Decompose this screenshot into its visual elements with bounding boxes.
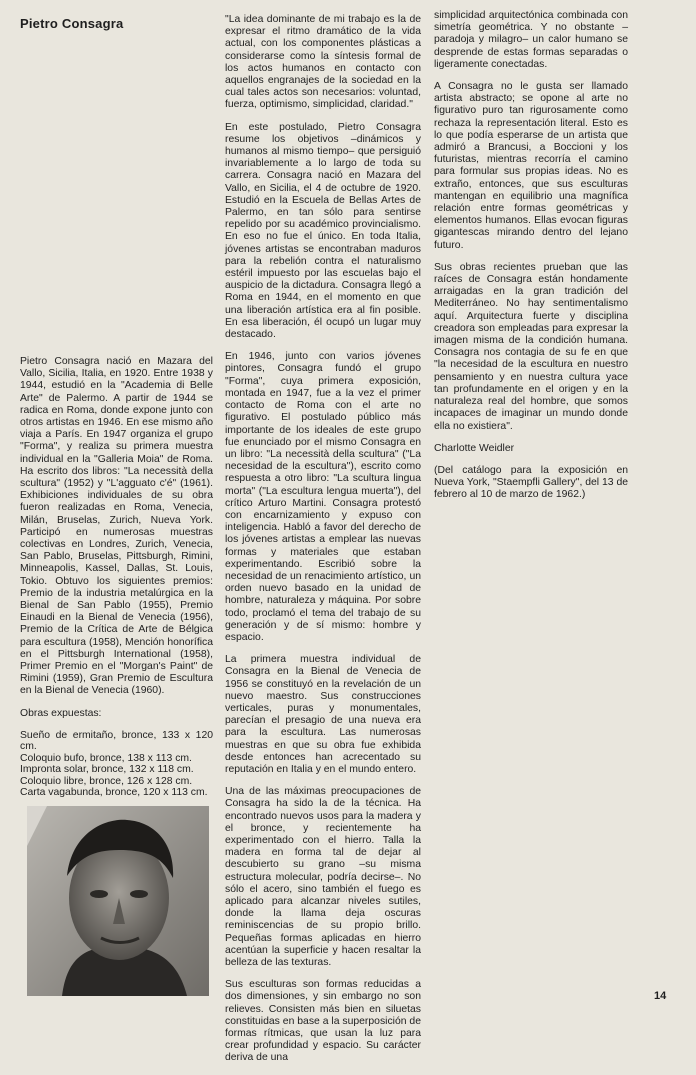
article-paragraph: Una de las máximas preocupaciones de Consagra ha sido la de la técnica. Ha encontrado nuevos usos para la madera y el bronce, y recientemente ha experimentado con el hierro. Talla la madera en forma tal de dejar al descubierto su grano –su misma estructura molecular, podría decirse–. No sólo el acero, sino también el fuego es aplicado para alcanzar niveles sutiles, donde la llama deja oscuras reminiscencias de su propio brillo. Pequeñas formas aplicadas en hierro acentúan la superficie y hacen resaltar la belleza de las texturas.: [225, 786, 421, 969]
article-paragraph: En 1946, junto con varios jóvenes pintores, Consagra fundó el grupo "Forma", cuya primera exposición, montada en 1947, fue a la vez el primer contacto de Roma con el arte no figurativo. El postulado público más importante de los ideales de este grupo fue enunciado por el mismo Consagra en un libro: "La necessità della scultura" ("La necesidad de la escultura"), escrito como respuesta a otro libro: "La scultura lingua morta" ("La escultura lengua muerta"), del crítico Arturo Martini. Consagra protestó con encarnizamiento y expuso con inteligencia. Habló a favor del derecho de los jóvenes artistas a emplear las nuevas formas y materiales que estaban experimentando. Escribió sobre la necesidad de un renacimiento artístico, un orden nuevo basado en la unidad de hombre, naturaleza y máquina. Por sobre todo, proclamó el tema del trabajo de su generación y de sí mismo: hombre y espacio.: [225, 351, 421, 643]
article-paragraph: Sus obras recientes prueban que las raíces de Consagra están hondamente arraigadas en la gran tradición del Mediterráneo. No hay sentimentalismo aquí. Arquitectura fuerte y disciplina creadora son empleadas para expresar la imagen misma de la condición humana. Consagra nos contagia de su fe en que "la necesidad de la escultura en nuestro pensamiento y en nuestra cultura yace tan profundamente en el origen y en la naturaleza real del hombre, que somos incapaces de imaginar un mundo donde ella no existiera".: [434, 261, 628, 432]
portrait-illustration: [27, 806, 209, 996]
biography-paragraph: Pietro Consagra nació en Mazara del Vallo, Sicilia, Italia, en 1920. Entre 1938 y 1944, estudió en la "Academia di Belle Arte" de Palermo. A partir de 1944 se radica en Roma, donde expone junto con otros artistas en 1946. En ese mismo año viaja a París. En 1947 organiza el grupo "Forma", y realiza su primera muestra individual en la "Galleria Moia" de Roma. Ha escrito dos libros: "La necessità della scultura" (1952) y "L'agguato c'é" (1961). Exhibiciones individuales de su obra fueron realizadas en Roma, Venecia, Milán, Bruselas, Zurich, Nueva York. Participó en numerosas muestras colectivas en Londres, Zurich, Venecia, San Pablo, Bruselas, Pittsburgh, Rimini, Minneapolis, Kassel, Dallas, St. Louis, Tokio. Obtuvo los siguientes premios: Premio de la industria metalúrgica en la Bienal de San Pablo (1955), Premio Einaudi en la Bienal de Venecia (1956), Premio de la Crítica de Arte de Bélgica para escultura (1958), Mención honorífica en el Pittsburgh International (1958), Primer Premio en el "Morgan's Paint" de Rimini (1959), Gran Premio de Escultura en la Bienal de Venecia (1960).: [20, 356, 213, 697]
article-paragraph: A Consagra no le gusta ser llamado artista abstracto; se opone al arte no figurativo puro tan rigurosamente como rechaza la representación literal. Esto es lo que podía esperarse de un artista que admiró a Brancusi, a Boccioni y los futuristas, mientras recorría el camino para formular sus propias ideas. No es extraño, entonces, que sus esculturas mantengan en equilibrio una magnífica relación entre formas geométricas y elementos humanos. Ellas evocan figuras gigantescas mirando dentro del lejano futuro.: [434, 81, 628, 251]
article-paragraph: La primera muestra individual de Consagra en la Bienal de Venecia de 1956 se constituyó en la revelación de un nuevo maestro. Sus construcciones verticales, puras y monumentales, parecían el presagio de una nueva era para la escultura. Las numerosas muestras en que su obra fue exhibida desde entonces han acrecentado su reputación en Italia y en el mundo entero.: [225, 654, 421, 775]
works-list: [20, 730, 213, 799]
works-list-item: Sueño de ermitaño, bronce, 133 x 120 cm.: [20, 729, 213, 753]
works-list-item: Impronta solar, bronce, 132 x 118 cm.: [20, 764, 194, 776]
article-paragraph: "La idea dominante de mi trabajo es la de expresar el ritmo dramático de la vida actual, con los componentes plásticas a considerarse como la síntesis formal de los actos humanos en contacto con aquellos engranajes de la sociedad en la cual tales actos son necesarios: voluntad, fuerza, optimismo, simplicidad, claridad.": [225, 14, 421, 111]
source-note: (Del catálogo para la exposición en Nueva York, "Staempfli Gallery", del 13 de febrero al 10 de marzo de 1962.): [434, 464, 628, 501]
article-column-right: [434, 10, 628, 512]
page-number: 14: [654, 990, 667, 1002]
article-paragraph: simplicidad arquitectónica combinada con simetría geométrica. Y no obstante –paradoja y milagro– un calor humano se desprende de estas formas separadas o ligeramente conectadas.: [434, 10, 628, 70]
works-list-item: Coloquio libre, bronce, 126 x 128 cm.: [20, 775, 193, 787]
article-paragraph: En este postulado, Pietro Consagra resume los objetivos –dinámicos y humanos al mismo tiempo– que persiguió invariablemente a lo largo de toda su carrera. Consagra nació en Mazara del Vallo, en Sicilia, el 4 de octubre de 1920. Estudió en la Escuela de Bellas Artes de Palermo, en tan sólo para sentirse repelido por su académico provincialismo. En eso no fue el único. En toda Italia, jóvenes artistas se encontraban maduros para la rebelión contra el naturalismo estéril impuesto por las escuelas bajo el auspicio de la dictadura. Consagra llegó a Roma en 1944, en el momento en que una liberación artística era al fin posible. En esa liberación, él ocupó un lugar muy destacado.: [225, 121, 421, 341]
biography-column: [20, 356, 213, 799]
artist-portrait-photo: [27, 806, 209, 996]
works-list-item: Carta vagabunda, bronce, 120 x 113 cm.: [20, 787, 208, 799]
article-paragraph: Sus esculturas son formas reducidas a dos dimensiones, y sin embargo no son relieves. Consisten más bien en siluetas constituidas en base a la superposición de formas rítmicas, que usan la luz para crear profundidad y espacio. Su carácter deriva de una: [225, 979, 421, 1064]
works-list-item: Coloquio bufo, bronce, 138 x 113 cm.: [20, 752, 192, 764]
author-signature: Charlotte Weidler: [434, 442, 515, 454]
page-title: Pietro Consagra: [20, 16, 124, 31]
article-column-middle: [225, 14, 421, 1075]
works-heading: Obras expuestas:: [20, 707, 102, 719]
